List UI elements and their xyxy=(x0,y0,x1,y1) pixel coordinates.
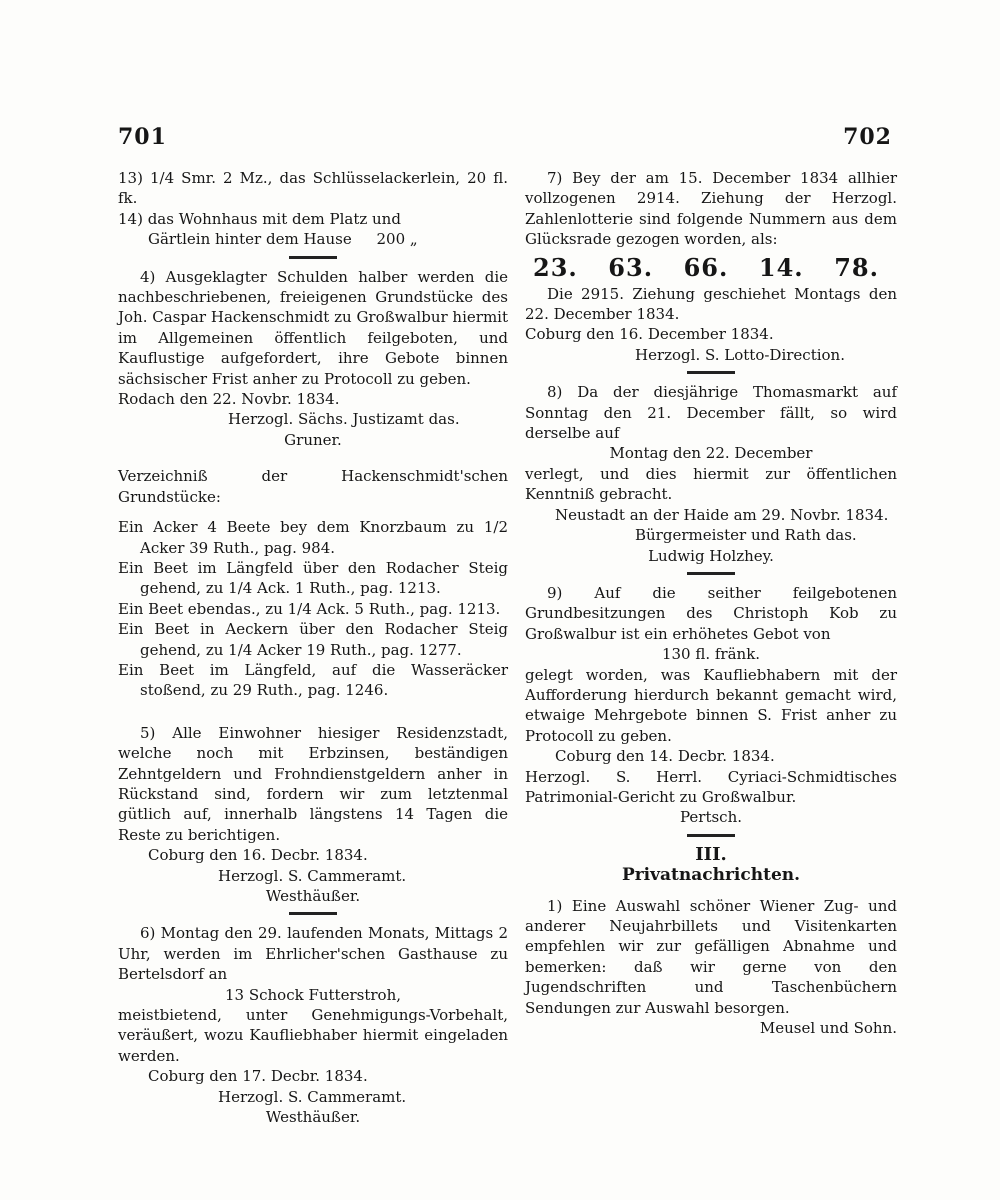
notice-6-text2: meistbietend, unter Genehmigungs-Vorbehalt, veräußert, wozu Kaufliebhaber hiermit eingeladen werden. xyxy=(118,1006,508,1065)
divider xyxy=(687,572,735,575)
notice-8-place-date: Neustadt an der Haide am 29. Novbr. 1834. xyxy=(555,505,889,524)
notice-4-list-title: Verzeichniß der Hackenschmidt'schen Grundstücke: xyxy=(118,467,508,506)
notice-6-item: 13 Schock Futterstroh, xyxy=(224,985,401,1004)
page-number-left: 701 xyxy=(118,124,167,150)
divider xyxy=(687,834,735,837)
notice-6-name: Westhäußer. xyxy=(265,1108,361,1127)
item-13: 13) 1/4 Smr. 2 Mz., das Schlüsselackerlein, 20 fl. fk. xyxy=(118,169,508,208)
parcel-item: Ein Beet in Aeckern über den Rodacher Steig gehend, zu 1/4 Acker 19 Ruth., pag. 1277. xyxy=(118,620,508,659)
section-title: Privatnachrichten. xyxy=(621,865,801,886)
notice-7-authority: Herzogl. S. Lotto-Direction. xyxy=(635,345,845,364)
notice-9-name: Pertsch. xyxy=(679,808,743,827)
notice-9-place-date: Coburg den 14. Decbr. 1834. xyxy=(555,747,775,766)
lottery-numbers xyxy=(525,250,897,284)
notice-6-place-date: Coburg den 17. Decbr. 1834. xyxy=(148,1067,368,1086)
lottery-number: 66. xyxy=(683,252,729,282)
lottery-number: 14. xyxy=(758,252,804,282)
notice-5-place-date: Coburg den 16. Decbr. 1834. xyxy=(148,846,368,865)
parcel-item: Ein Beet ebendas., zu 1/4 Ack. 5 Ruth., pag. 1213. xyxy=(118,599,501,618)
notice-5-name: Westhäußer. xyxy=(265,887,361,905)
lottery-number: 23. xyxy=(533,252,578,282)
notice-5-authority: Herzogl. S. Cammeramt. xyxy=(218,866,407,885)
notice-4-text: 4) Ausgeklagter Schulden halber werden die nachbeschriebenen, freieigenen Grundstücke des Joh. Caspar Hackenschmidt zu Großwalbur hiermit im Allgemeinen öffentlich feilgeboten, und Kauflustige aufgefordert, ihre Gebote binnen sächsischer Frist anher zu Protocoll zu geben. xyxy=(118,267,508,388)
item-14: 14) das Wohnhaus mit dem Platz und xyxy=(118,209,401,228)
notice-9-text2: gelegt worden, was Kaufliebhabern mit der Aufforderung hierdurch bekannt gemacht wird, etwaige Mehrgebote binnen S. Frist anher zu Protocoll zu geben. xyxy=(525,665,897,745)
notice-4-name: Gruner. xyxy=(284,430,342,449)
private-1-text: 1) Eine Auswahl schöner Wiener Zug- und anderer Neujahrbillets und Visitenkarten empfehlen wir zur gefälligen Abnahme und bemerken: daß wir gerne von den Jugendschriften und Taschenbüchern Sendungen zur Auswahl besorgen. xyxy=(525,896,897,1017)
notice-6-text: 6) Montag den 29. laufenden Monats, Mittags 2 Uhr, werden im Ehrlicher'schen Gasthause zu Bertelsdorf an xyxy=(118,924,508,984)
notice-9-authority: Herzogl. S. Herrl. Cyriaci-Schmidtisches Patrimonial-Gericht zu Großwalbur. xyxy=(525,767,897,806)
parcel-list xyxy=(118,517,508,701)
lottery-number: 78. xyxy=(834,252,879,282)
notice-7-next: Die 2915. Ziehung geschiehet Montags den 22. December 1834. xyxy=(525,284,897,324)
notice-8-text: 8) Da der diesjährige Thomasmarkt auf Sonntag den 21. December fällt, so wird derselbe auf xyxy=(525,383,897,443)
item-14-text: Gärtlein hinter dem Hause xyxy=(148,230,352,249)
notice-4-authority: Herzogl. Sächs. Justizamt das. xyxy=(228,410,460,429)
page-number-right: 702 xyxy=(843,124,892,150)
notice-5-text: 5) Alle Einwohner hiesiger Residenzstadt, welche noch mit Erbzinsen, beständigen Zehntgeldern und Frohndienstgeldern anher in Rückstand sind, fordern wir zum letztenmal gütlich auf, innerhalb längstens 14 Tagen die Reste zu berichtigen. xyxy=(118,723,508,844)
notice-4-place-date: Rodach den 22. Novbr. 1834. xyxy=(118,390,340,409)
notice-6-authority: Herzogl. S. Cammeramt. xyxy=(218,1087,407,1106)
item-14-cont xyxy=(118,229,508,249)
divider xyxy=(289,256,337,259)
parcel-item: Ein Acker 4 Beete bey dem Knorzbaum zu 1/2 Acker 39 Ruth., pag. 984. xyxy=(118,518,508,557)
section-number: III. xyxy=(695,843,727,865)
right-column xyxy=(525,168,897,1038)
notice-9-text: 9) Auf die seither feilgebotenen Grundbesitzungen des Christoph Kob zu Großwalbur ist ein erhöhetes Gebot von xyxy=(525,583,897,643)
notice-8-date: Montag den 22. December xyxy=(609,444,813,463)
private-1-name: Meusel und Sohn. xyxy=(759,1019,897,1038)
parcel-item: Ein Beet im Längfeld über den Rodacher Steig gehend, zu 1/4 Ack. 1 Ruth., pag. 1213. xyxy=(118,558,508,598)
notice-7-place-date: Coburg den 16. December 1834. xyxy=(525,325,774,344)
divider xyxy=(687,371,735,374)
left-column xyxy=(118,168,508,1127)
parcel-item: Ein Beet im Längfeld, auf die Wasseräcker stoßend, zu 29 Ruth., pag. 1246. xyxy=(118,660,508,700)
item-14-amount: 200 „ xyxy=(376,230,418,249)
notice-7-text: 7) Bey der am 15. December 1834 allhier vollzogenen 2914. Ziehung der Herzogl. Zahlenlotterie sind folgende Nummern aus dem Glücksrade gezogen worden, als: xyxy=(525,169,897,249)
notice-8-authority: Bürgermeister und Rath das. xyxy=(635,526,857,545)
notice-9-amount: 130 fl. fränk. xyxy=(661,645,761,664)
notice-8-name: Ludwig Holzhey. xyxy=(648,546,774,565)
notice-8-text2: verlegt, und dies hiermit zur öffentlichen Kenntniß gebracht. xyxy=(525,464,897,504)
divider xyxy=(289,912,337,915)
lottery-number: 63. xyxy=(608,252,654,282)
